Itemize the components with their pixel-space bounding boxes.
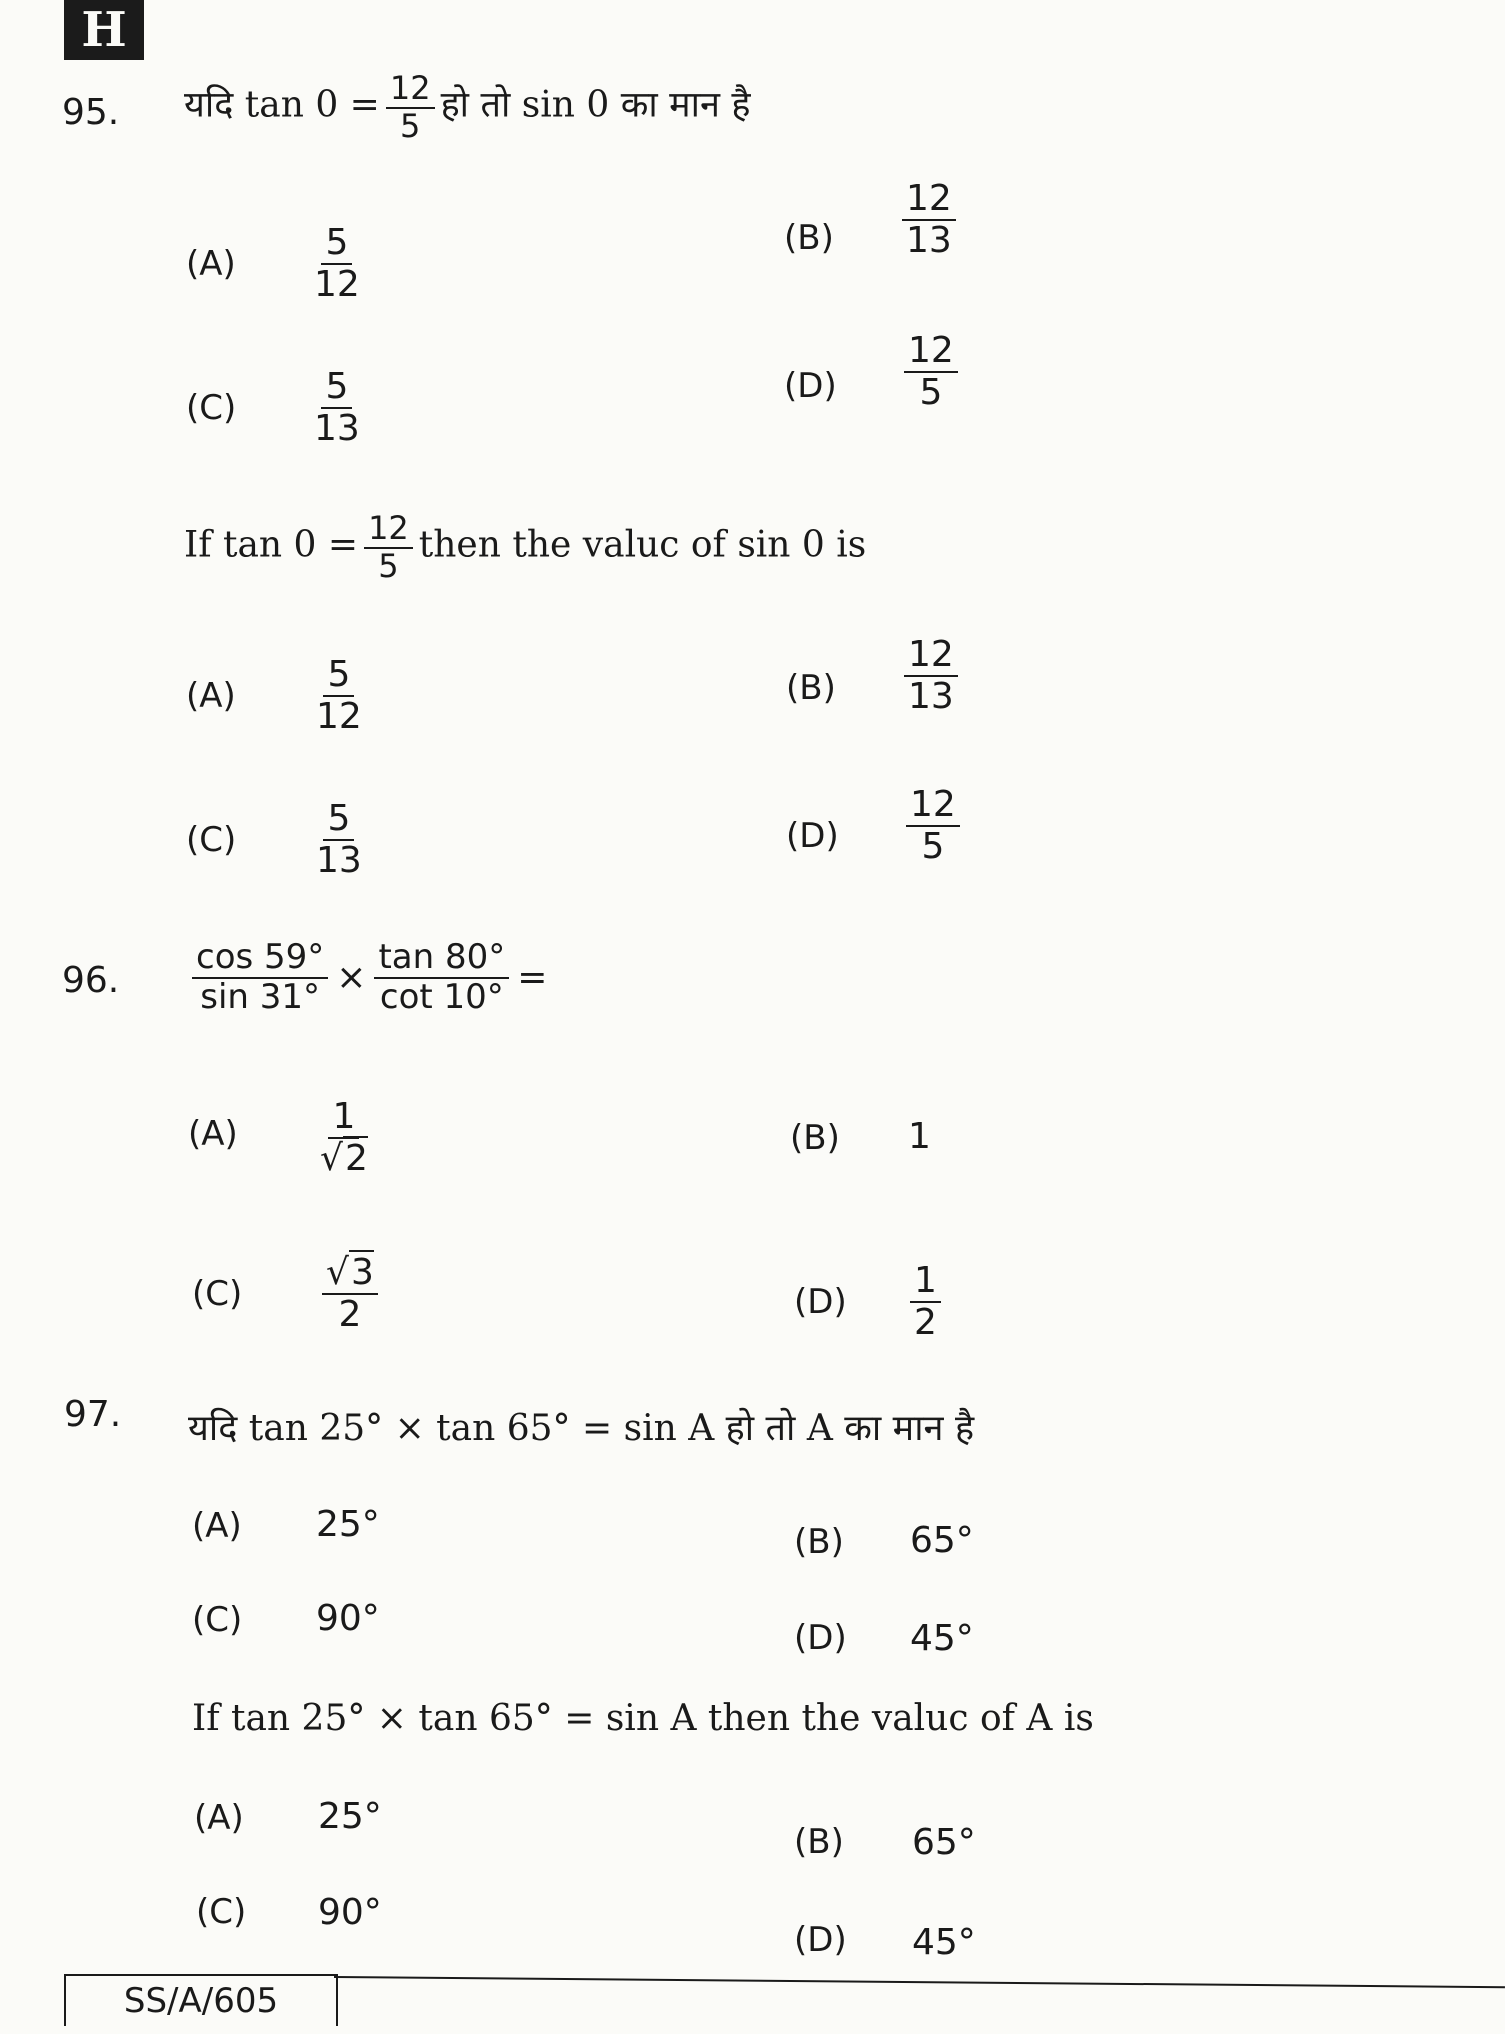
fraction-denominator: 12 — [314, 263, 360, 305]
option-a-value — [320, 1098, 368, 1178]
question-number: 96. — [62, 960, 120, 1001]
option-label: (D) — [794, 1282, 847, 1322]
footer-rule — [334, 1976, 1505, 1988]
option-a-value: 25° — [316, 1504, 380, 1545]
option-c-value — [314, 368, 360, 448]
option-label: (B) — [786, 668, 836, 708]
option-a-value — [316, 656, 362, 736]
option-label: (A) — [194, 1798, 244, 1838]
option-label: (C) — [186, 388, 237, 428]
question-stem-english: If tan 25° × tan 65° = sin A then the valuc of A is — [192, 1698, 1094, 1739]
fraction-denominator: 5 — [919, 371, 943, 413]
fraction-denominator: 13 — [314, 407, 360, 449]
option-label: (A) — [188, 1114, 238, 1154]
option-label: (C) — [186, 820, 237, 860]
option-d-value: 45° — [912, 1922, 976, 1963]
question-stem-english — [184, 509, 867, 585]
fraction-numerator: tan 80° — [374, 940, 509, 979]
option-label: (A) — [186, 676, 236, 716]
stem-text-pre: यदि tan 0 = — [184, 84, 380, 126]
option-label: (C) — [196, 1892, 247, 1932]
fraction-denominator: √2 — [320, 1137, 368, 1179]
option-b-value: 65° — [910, 1520, 974, 1561]
equals-sign: = — [517, 957, 548, 999]
fraction-numerator: 1 — [328, 1098, 359, 1139]
question-number: 97. — [64, 1394, 122, 1435]
fraction-numerator: 5 — [321, 368, 352, 409]
option-a-value — [314, 224, 360, 304]
fraction-numerator: 12 — [364, 512, 413, 549]
fraction-denominator: 2 — [914, 1301, 937, 1343]
option-b-value — [904, 636, 958, 716]
fraction-numerator: 12 — [904, 636, 958, 677]
option-label: (B) — [784, 218, 834, 258]
fraction-numerator: 12 — [902, 180, 956, 221]
stem-fraction-cos-sin — [192, 937, 328, 1017]
option-c-value — [322, 1254, 378, 1334]
fraction-numerator: 5 — [323, 656, 354, 697]
option-label: (D) — [794, 1618, 847, 1658]
fraction-numerator: 12 — [904, 332, 958, 373]
option-label: (B) — [794, 1522, 844, 1562]
stem-fraction — [386, 69, 435, 145]
option-d-value — [906, 786, 960, 866]
stem-fraction — [364, 509, 413, 585]
option-label: (B) — [794, 1822, 844, 1862]
option-d-value — [910, 1262, 941, 1342]
fraction-numerator: 12 — [906, 786, 960, 827]
question-stem-hindi: यदि tan 25° × tan 65° = sin A हो तो A का मान है — [188, 1408, 975, 1449]
radicand: 3 — [350, 1252, 374, 1293]
stem-text-pre: If tan 0 = — [184, 524, 359, 566]
option-label: (D) — [784, 366, 837, 406]
stem-fraction-tan-cot — [374, 937, 509, 1017]
fraction-denominator: 13 — [908, 675, 954, 717]
times-sign: × — [336, 957, 367, 999]
option-c-value: 90° — [318, 1892, 382, 1933]
option-label: (B) — [790, 1118, 840, 1158]
option-label: (D) — [794, 1920, 847, 1960]
fraction-denominator: 2 — [338, 1293, 362, 1335]
option-c-value: 90° — [316, 1598, 380, 1639]
fraction-denominator: 5 — [921, 825, 945, 867]
fraction-numerator: 1 — [910, 1262, 941, 1303]
fraction-numerator: √3 — [322, 1254, 378, 1295]
paper-code: SS/A/605 — [64, 1974, 338, 2026]
option-label: (A) — [192, 1506, 242, 1546]
question-number: 95. — [62, 92, 120, 133]
option-label: (A) — [186, 244, 236, 284]
option-label: (D) — [786, 816, 839, 856]
fraction-denominator: sin 31° — [200, 976, 321, 1017]
fraction-numerator: cos 59° — [192, 940, 328, 979]
option-b-value: 1 — [908, 1116, 931, 1157]
option-d-value: 45° — [910, 1618, 974, 1659]
question-stem — [192, 937, 548, 1017]
fraction-denominator: 13 — [906, 219, 952, 261]
option-d-value — [904, 332, 958, 412]
option-a-value: 25° — [318, 1796, 382, 1837]
question-stem-hindi — [184, 69, 751, 145]
fraction-denominator: cot 10° — [379, 976, 504, 1017]
option-b-value — [902, 180, 956, 260]
option-c-value — [316, 800, 362, 880]
fraction-denominator: 5 — [400, 106, 421, 145]
option-label: (C) — [192, 1600, 243, 1640]
section-logo: H — [64, 0, 144, 60]
fraction-numerator: 5 — [321, 224, 352, 265]
fraction-numerator: 5 — [323, 800, 354, 841]
radicand: 2 — [344, 1137, 368, 1179]
stem-text-post: हो तो sin 0 का मान है — [440, 84, 751, 126]
fraction-denominator: 13 — [316, 839, 362, 881]
fraction-denominator: 5 — [378, 546, 399, 585]
option-label: (C) — [192, 1274, 243, 1314]
fraction-numerator: 12 — [386, 72, 435, 109]
option-b-value: 65° — [912, 1822, 976, 1863]
fraction-denominator: 12 — [316, 695, 362, 737]
stem-text-post: then the valuc of sin 0 is — [418, 524, 867, 566]
